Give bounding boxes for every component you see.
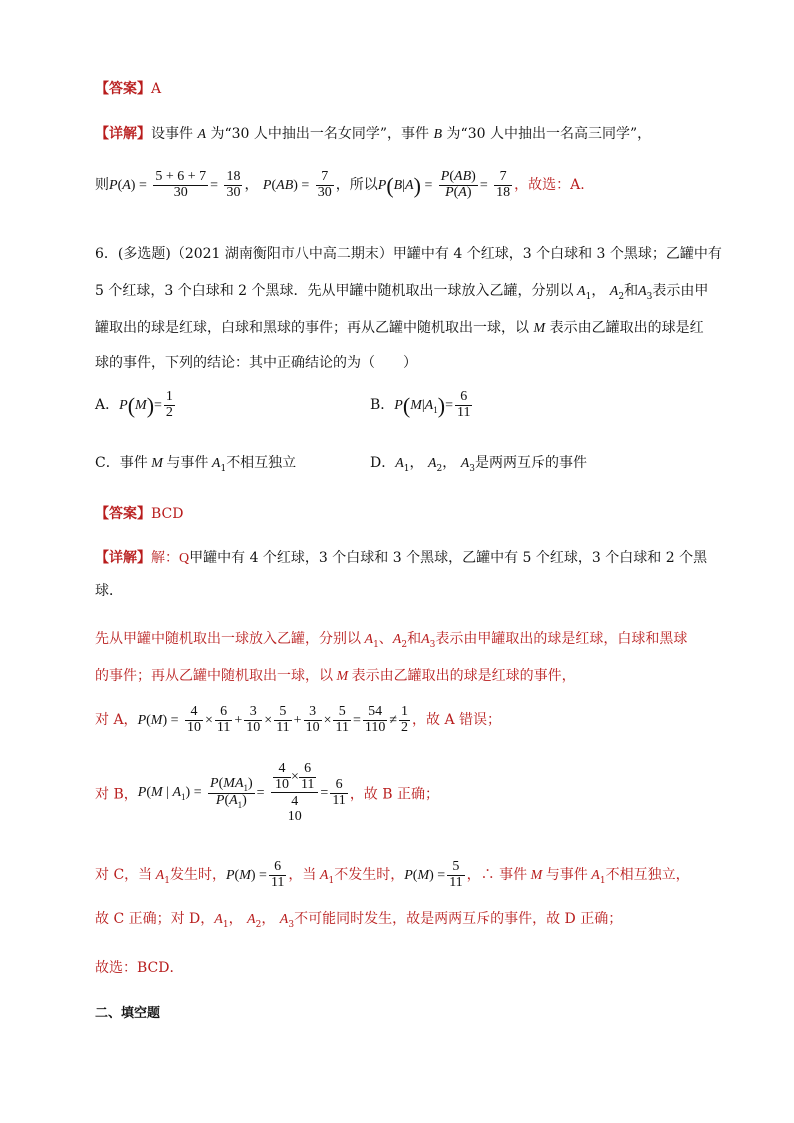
fraction: $\frac{7}{30}$ [317, 169, 332, 200]
option-b: B．$P(M|A_1)=$ $\frac{6}{11}$ [370, 389, 471, 420]
fraction: $\frac{1}{2}$ [165, 389, 173, 420]
option-c: C．事件 M 与事件 $A_1$不相互独立 [95, 455, 297, 474]
fraction: $\frac{5 + 6 + 7}{30}$ [155, 169, 207, 200]
answer-label: 【答案】 [95, 81, 151, 97]
answer-line-2 [95, 503, 183, 523]
detail-formula-line: 则P(A) = $\frac{5 + 6 + 7}{30}$ = $\frac{18}{30}$ ， P(AB) = $\frac{7}{30}$ ，所以P(B|A) = $\frac{P(AB)}{P(A)}$ = $\frac{7}{18}$ ，故选：A. [95, 169, 585, 200]
answer-line-1 [95, 78, 161, 98]
answer-label: 【答案】 [95, 506, 151, 522]
fraction: $\frac{7}{18}$ [496, 169, 511, 200]
fraction: $\frac{P(AB)}{P(A)}$ [440, 169, 476, 200]
detail2-line-2: 球． [95, 583, 123, 599]
detail2-line-4: 的事件；再从乙罐中随机取出一球，以 M 表示由乙罐取出的球是红球的事件， [95, 668, 576, 684]
detail-line-1: 【详解】设事件 A 为“30 人中抽出一名女同学”，事件 B 为“30 人中抽出一名高三同学”， [95, 126, 652, 142]
case-a-line: 对 A，P(M) = $\frac{4}{10}$ × $\frac{6}{11}$ + $\frac{3}{10}$ × $\frac{5}{11}$ + $\frac{3}{10}$ × $\frac{5}{11}$ = $\frac{54}{110}$ ≠ $\frac{1}{2}$ ，故 A 错误； [95, 704, 502, 735]
case-c-line-2: 故 C 正确；对 D，$A_1$， $A_2$， $A_3$不可能同时发生，故是两两互斥的事件，故 D 正确； [95, 911, 623, 930]
case-c-line: 对 C，当 $A_1$发生时，P(M) = $\frac{6}{11}$ ，当 $A_1$不发生时，P(M) = $\frac{5}{11}$ ，∴ 事件 M 与事件 $A_1$不相互独立， [95, 859, 690, 890]
detail-label: 【详解】 [95, 126, 151, 142]
detail2-line-3: 先从甲罐中随机取出一球放入乙罐，分别以 $A_1$、$A_2$和$A_3$表示由甲罐取出的球是红球，白球和黑球 [95, 631, 688, 650]
option-a: A．P(M)= $\frac{1}{2}$ [95, 389, 173, 420]
answer-value: A [151, 81, 162, 97]
question-6-line-4: 球的事件，下列的结论：其中正确结论的为（ ） [95, 355, 417, 371]
detail2-line-1: 【详解】解：Q甲罐中有 4 个红球，3 个白球和 3 个黑球，乙罐中有 5 个红球，3 个白球和 2 个黑 [95, 550, 708, 566]
conclusion-line: 故选：BCD． [95, 960, 184, 976]
question-6-line-2: 5 个红球，3 个白球和 2 个黑球．先从甲罐中随机取出一球放入乙罐，分别以 $A_1$， $A_2$和$A_3$表示由甲 [95, 283, 709, 302]
question-6-line-3: 罐取出的球是红球，白球和黑球的事件；再从乙罐中随机取出一球，以 M 表示由乙罐取出的球是红 [95, 320, 704, 336]
answer-value: BCD [151, 506, 184, 522]
fraction: $\frac{18}{30}$ [226, 169, 241, 200]
case-b-line: 对 B，P(M | $A_1$) = $\frac{P(MA_1)}{P(A_1)}$ = $\frac{4}{10}$ × $\frac{6}{11}$ 4 10 = $\frac{6}{11}$ ，故 B 正确； [95, 761, 440, 825]
fraction: $\frac{6}{11}$ [456, 389, 471, 420]
option-d: D．$A_1$， $A_2$， $A_3$是两两互斥的事件 [370, 455, 588, 474]
question-6-line-1: 6．(多选题)（2021 湖南衡阳市八中高二期末）甲罐中有 4 个红球，3 个白球和 3 个黑球；乙罐中有 [95, 246, 722, 262]
section-heading: 二、填空题 [95, 1006, 161, 1021]
